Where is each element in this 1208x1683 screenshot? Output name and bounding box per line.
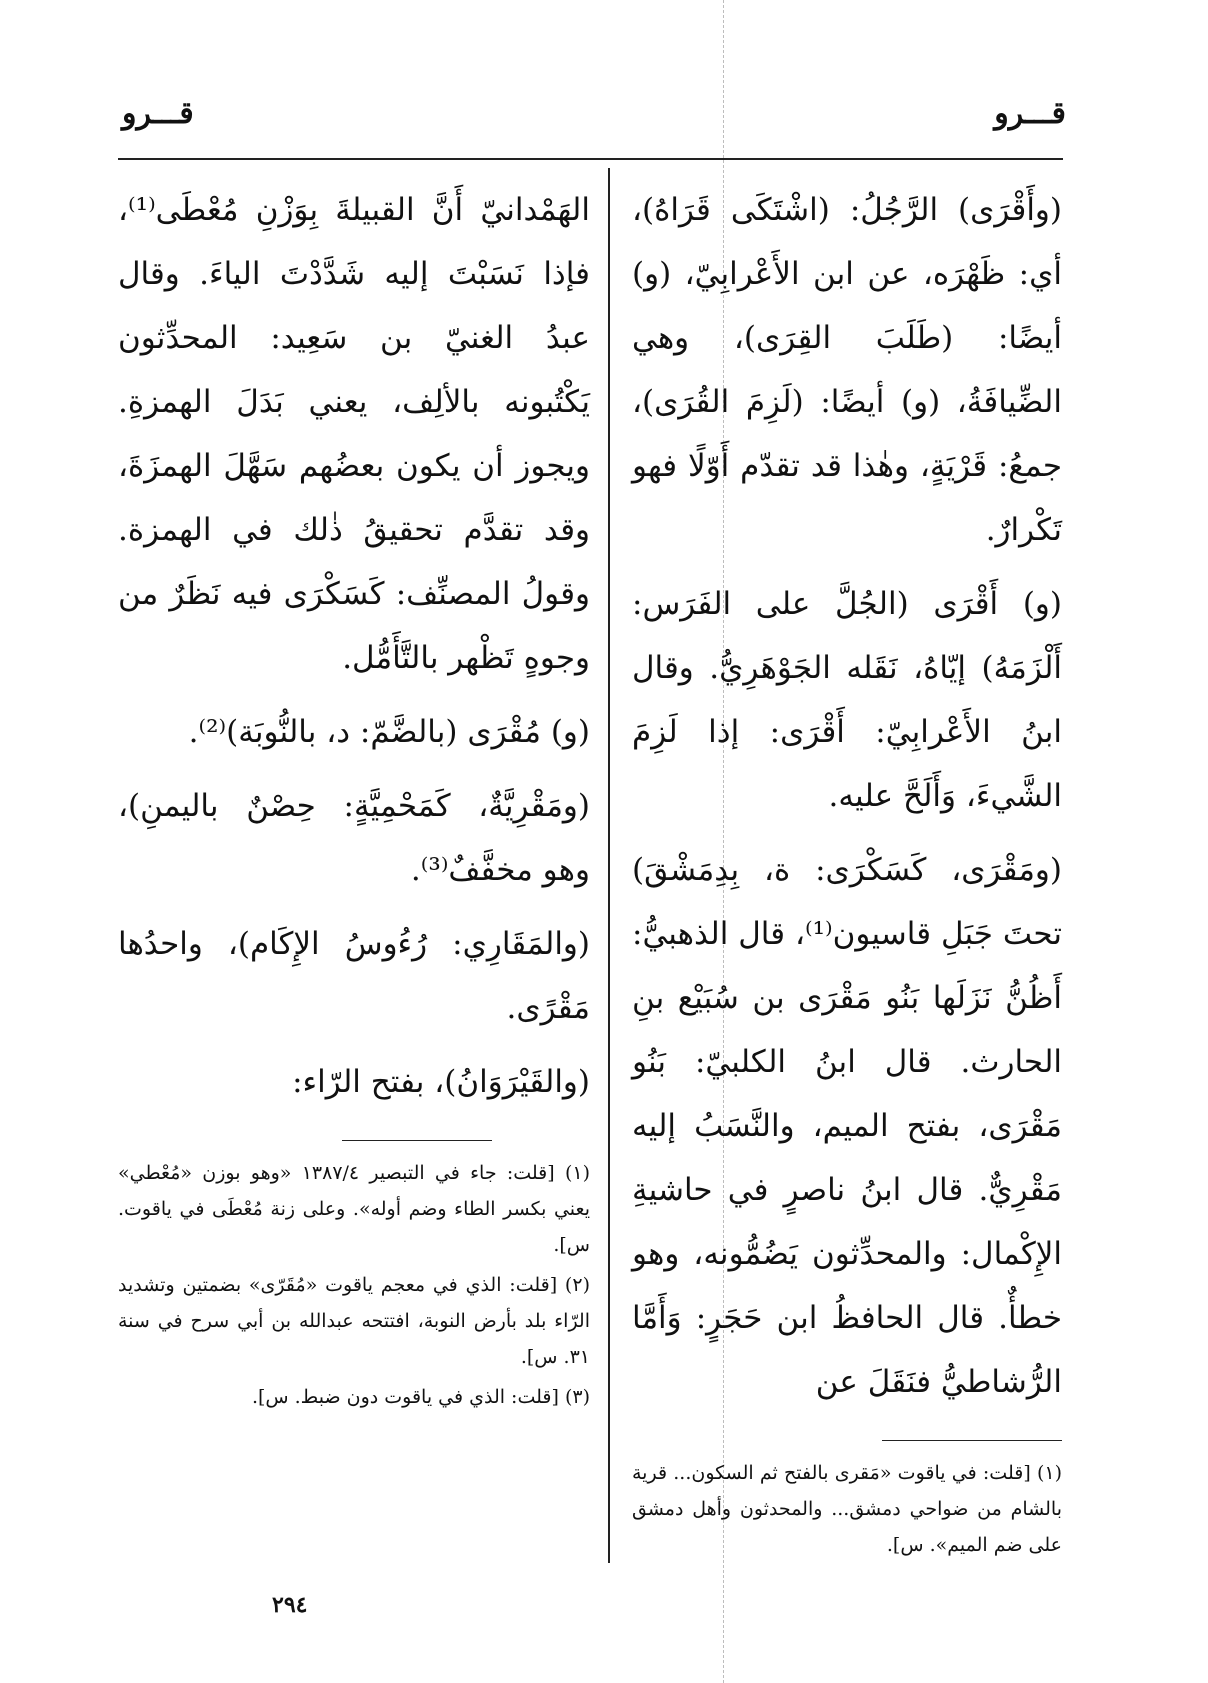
footnote-rule [342, 1140, 492, 1141]
page-number: ٢٩٤ [272, 1592, 308, 1618]
paragraph: (ومَقْرَى، كَسَكْرَى: ة، بِدِمَشْقَ) تحتَ جَبَلِ قاسيون⁽¹⁾، قال الذهبيُّ: أَظُنُّ نَزَلَها بَنُو مَقْرَى بن سُبَيْع بنِ الحارث. قال ابنُ الكلبيّ: بَنُو مَقْرَى، بفتح الميم، والنَّسَبُ إليه مَقْرِيٌّ. قال ابنُ ناصرٍ في حاشيةِ الإِكْمال: والمحدِّثون يَضُمُّونه، وهو خطأٌ. قال الحافظُ ابن حَجَرٍ: وَأَمَّا الرُّشاطيُّ فنَقَلَ عن [632, 852, 1062, 1400]
column-divider [608, 168, 610, 1563]
paragraph: الهَمْدانيّ أَنَّ القبيلةَ بِوَزْنِ مُعْطَى⁽¹⁾، فإذا نَسَبْتَ إليه شَدَّدْتَ الياءَ. وقال عبدُ الغنيّ بن سَعِيد: المحدِّثون يَكْتُبونه بالألِف، يعني بَدَلَ الهمزةِ. ويجوز أن يكون بعضُهم سَهَّلَ الهمزَةَ، وقد تقدَّم تحقيقُ ذٰلك في الهمزة. وقولُ المصنِّف: كَسَكْرَى فيه نَظَرٌ من وجوهٍ تَظْهر بالتَّأَمُّل. [118, 192, 590, 676]
footnote-rule [882, 1440, 1062, 1441]
paragraph: (والمَقَارِي: رُءُوسُ الإِكَام)، واحدُها مَقْرًى. [118, 926, 590, 1026]
paragraph: (ومَقْرِيَّةٌ، كَمَحْمِيَّةٍ: حِصْنٌ باليمنِ)، وهو مخفَّفٌ⁽³⁾. [118, 788, 590, 888]
footnote: (٢) [قلت: الذي في معجم ياقوت «مُقَرّى» بضمتين وتشديد الرّاء بلد بأرض النوبة، افتتحه عبدالله بن أبي سرح في سنة ٣١. س]. [118, 1274, 590, 1368]
header-rule [118, 158, 1063, 160]
paragraph: (والقَيْرَوَانُ)، بفتح الرّاء: [292, 1064, 590, 1100]
footnote: (١) [قلت: جاء في التبصير ١٣٨٧/٤ «وهو بوزن «مُعْطي» يعني بكسر الطاء وضم أوله». وعلى زنة مُعْطَى في ياقوت. س]. [118, 1162, 591, 1256]
footnote: (٣) [قلت: الذي في ياقوت دون ضبط. س]. [251, 1386, 590, 1408]
paragraph: (و) مُقْرَى (بالضَّمّ: د، بالنُّوبَة)⁽²⁾. [188, 714, 590, 750]
running-head-right: قـــرو [994, 96, 1066, 131]
right-column [632, 178, 1062, 1567]
running-head-left: قـــرو [122, 96, 194, 131]
paragraph: (و) أَقْرَى (الجُلَّ على الفَرَس: أَلْزَمَهُ) إيّاهُ، نَقَله الجَوْهَرِيُّ. وقال ابنُ الأَعْرابِيّ: أَقْرَى: إذا لَزِمَ الشَّيءَ، وَأَلَحَّ عليه. [632, 586, 1062, 814]
paragraph: (وأَقْرَى) الرَّجُلُ: (اشْتَكَى قَرَاهُ)، أي: ظَهْرَه، عن ابن الأَعْرابِيّ، (و) أيضًا: (طَلَبَ القِرَى)، وهي الضِّيافَةُ، (و) أيضًا: (لَزِمَ القُرَى)، جمعُ: قَرْيَةٍ، وهٰذا قد تقدّم أَوّلًا فهو تَكْرارٌ. [632, 192, 1062, 548]
left-column [118, 178, 590, 1419]
footnote: (١) [قلت: في ياقوت «مَقرى بالفتح ثم السكون... قرية بالشام من ضواحي دمشق... والمحدثون وأهل دمشق على ضم الميم». س]. [632, 1462, 1062, 1556]
